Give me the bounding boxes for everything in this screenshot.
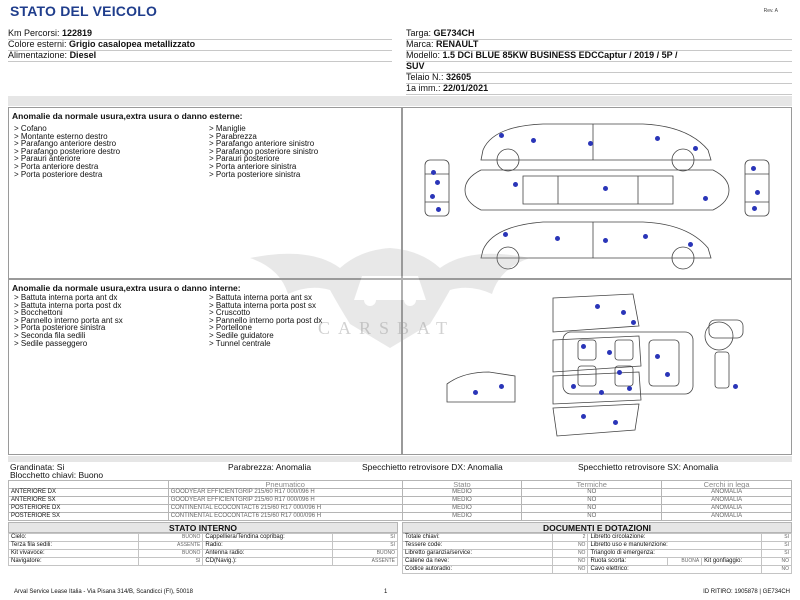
column-header: Pneumatico bbox=[168, 481, 402, 489]
table-row bbox=[403, 558, 792, 566]
field-value: NO bbox=[552, 558, 588, 566]
list-item: > Cofano bbox=[14, 124, 47, 133]
damage-marker bbox=[655, 354, 660, 359]
damage-marker bbox=[607, 350, 612, 355]
damage-marker bbox=[436, 207, 441, 212]
list-item: > Parauri posteriore bbox=[209, 154, 280, 164]
table-row bbox=[9, 542, 398, 550]
list-item: > Tunnel centrale bbox=[209, 338, 271, 348]
list-item: > Porta posteriore sinistra bbox=[209, 169, 301, 179]
damage-marker bbox=[688, 242, 693, 247]
tyre-position: ANTERIORE DX bbox=[9, 489, 169, 497]
field-label: Navigatore: bbox=[9, 558, 139, 566]
field-label: CD(Navig.): bbox=[203, 558, 333, 566]
column-header: Cerchi in lega bbox=[662, 481, 792, 489]
table-row bbox=[403, 550, 792, 558]
field-value: SI bbox=[138, 558, 203, 566]
list-item: > Pannello interno porta post dx bbox=[209, 315, 323, 325]
damage-marker bbox=[595, 304, 600, 309]
modello-value: 1.5 DCi BLUE 85KW BUSINESS EDCCaptur / 2019 / 5P / bbox=[442, 50, 678, 60]
footer-page-number: 1 bbox=[384, 589, 388, 595]
damage-marker bbox=[627, 386, 632, 391]
tyre-cerchi: ANOMALIA bbox=[662, 505, 792, 513]
marca-label: Marca: bbox=[406, 39, 434, 49]
tyre-cerchi: ANOMALIA bbox=[662, 497, 792, 505]
field-value: NO bbox=[762, 558, 792, 566]
field-value: BUONO bbox=[138, 534, 203, 542]
damage-marker bbox=[435, 180, 440, 185]
field-value: BUONO bbox=[138, 550, 203, 558]
colore-label: Colore esterni: bbox=[8, 39, 67, 49]
tyre-stato: MEDIO bbox=[402, 513, 522, 521]
specchio-sx-text: Specchietto retrovisore SX: Anomalia bbox=[578, 462, 719, 472]
damage-marker bbox=[581, 414, 586, 419]
damage-marker bbox=[599, 390, 604, 395]
tyre-termiche: NO bbox=[522, 497, 662, 505]
table-row bbox=[9, 534, 398, 542]
list-item: > Battuta interna porta ant dx bbox=[14, 293, 118, 302]
targa-value: GE734CH bbox=[433, 28, 475, 38]
damage-marker bbox=[603, 186, 608, 191]
damage-marker bbox=[431, 170, 436, 175]
list-item: > Parabrezza bbox=[209, 131, 257, 141]
field-value: BUONA bbox=[668, 558, 702, 566]
list-item: > Sedile guidatore bbox=[209, 330, 274, 340]
column-header: Stato bbox=[402, 481, 522, 489]
field-label: Cappelliera/Tendina copribag: bbox=[203, 534, 333, 542]
table-row bbox=[9, 497, 792, 505]
damage-marker bbox=[571, 384, 576, 389]
tyre-stato: MEDIO bbox=[402, 505, 522, 513]
list-item: > Battuta interna porta post sx bbox=[209, 300, 316, 310]
list-item: > Parafango anteriore sinistro bbox=[209, 139, 315, 149]
page-title: STATO DEL VEICOLO bbox=[10, 3, 158, 19]
damage-marker bbox=[555, 236, 560, 241]
immatricolazione-label: 1a imm.: bbox=[406, 83, 441, 93]
field-value: BUONO bbox=[333, 550, 398, 558]
parabrezza-text: Parabrezza: Anomalia bbox=[228, 462, 312, 472]
alimentazione-row bbox=[8, 50, 392, 62]
field-value: ASSENTE bbox=[138, 542, 203, 550]
list-item: > Seconda fila sedili bbox=[14, 330, 86, 340]
tyre-stato: MEDIO bbox=[402, 497, 522, 505]
list-item: > Parafango posteriore sinistro bbox=[209, 146, 319, 156]
damage-marker bbox=[751, 166, 756, 171]
damage-marker bbox=[617, 370, 622, 375]
column-header: Termiche bbox=[522, 481, 662, 489]
field-label: Libretto uso e manutenzione: bbox=[588, 542, 762, 550]
list-item: > Battuta interna porta ant sx bbox=[209, 293, 312, 302]
list-item: > Parafango posteriore destro bbox=[14, 146, 121, 156]
marca-value: RENAULT bbox=[436, 39, 479, 49]
tyre-position: POSTERIORE DX bbox=[9, 505, 169, 513]
damage-marker bbox=[499, 384, 504, 389]
damage-marker bbox=[513, 182, 518, 187]
damage-marker bbox=[631, 320, 636, 325]
immatricolazione-value: 22/01/2021 bbox=[443, 83, 489, 93]
damage-marker bbox=[733, 384, 738, 389]
damage-marker bbox=[621, 310, 626, 315]
tyre-model: GOODYEAR EFFICIENTGRIP 215/60 R17 000/096 H bbox=[168, 489, 402, 497]
targa-label: Targa: bbox=[406, 28, 432, 38]
km-value: 122819 bbox=[62, 28, 93, 38]
field-label: Tessere code: bbox=[403, 542, 553, 550]
list-item: > Montante esterno destro bbox=[14, 131, 108, 141]
footer-id: ID RITIRO: 1905878 | GE734CH bbox=[703, 589, 790, 595]
table-row bbox=[403, 534, 792, 542]
list-item: > Porta anteriore destra bbox=[14, 161, 99, 171]
damage-marker bbox=[588, 141, 593, 146]
field-value: SI bbox=[762, 534, 792, 542]
tyre-termiche: NO bbox=[522, 489, 662, 497]
list-item: > Cruscotto bbox=[209, 308, 251, 318]
field-label: Kit gonfiaggio: bbox=[702, 558, 762, 566]
damage-marker bbox=[430, 194, 435, 199]
field-value: SI bbox=[762, 542, 792, 550]
list-item: > Maniglie bbox=[209, 124, 246, 133]
field-label: Codice autoradio: bbox=[403, 566, 553, 574]
field-value: NO bbox=[552, 566, 588, 574]
tyre-model: CONTINENTAL ECOCONTACT6 215/60 R17 000/096 H bbox=[168, 505, 402, 513]
list-item: > Battuta interna porta post dx bbox=[14, 300, 122, 310]
tyre-position: POSTERIORE SX bbox=[9, 513, 169, 521]
interior-title: Anomalie da normale usura,extra usura o danno interne: bbox=[12, 283, 241, 293]
field-label: Cavo elettrico: bbox=[588, 566, 762, 574]
field-label: Totale chiavi: bbox=[403, 534, 553, 542]
blocchetto-text: Blocchetto chiavi: Buono bbox=[10, 470, 104, 480]
list-item: > Parauri anteriore bbox=[14, 154, 81, 164]
column-header bbox=[9, 481, 169, 489]
list-item: > Porta anteriore sinistra bbox=[209, 161, 297, 171]
telaio-value: 32605 bbox=[446, 72, 472, 82]
field-value: NO bbox=[552, 550, 588, 558]
tyre-cerchi: ANOMALIA bbox=[662, 489, 792, 497]
table-row bbox=[9, 513, 792, 521]
list-item: > Bocchettoni bbox=[14, 308, 63, 318]
field-label: Radio: bbox=[203, 542, 333, 550]
list-item: > Porta posteriore sinistra bbox=[14, 323, 106, 333]
exterior-col1 bbox=[14, 125, 120, 178]
field-value: NO bbox=[762, 566, 792, 574]
immatricolazione-row bbox=[406, 83, 792, 95]
field-value: NO bbox=[552, 542, 588, 550]
alimentazione-label: Alimentazione: bbox=[8, 50, 68, 60]
alimentazione-value: Diesel bbox=[69, 50, 97, 60]
km-label: Km Percorsi: bbox=[8, 28, 60, 38]
tyre-termiche: NO bbox=[522, 513, 662, 521]
colore-value: Grigio casalopea metallizzato bbox=[69, 39, 196, 49]
field-label: Terza fila sedili: bbox=[9, 542, 139, 550]
telaio-label: Telaio N.: bbox=[406, 72, 444, 82]
field-value: SI bbox=[333, 534, 398, 542]
field-label: Catene da neve: bbox=[403, 558, 553, 566]
separator-band bbox=[8, 96, 792, 106]
specchio-dx-text: Specchietto retrovisore DX: Anomalia bbox=[362, 462, 503, 472]
footer-address: Arval Service Lease Italia - Via Pisana 314/B, Scandicci (FI), 50018 bbox=[14, 589, 193, 595]
damage-marker bbox=[643, 234, 648, 239]
list-item: > Porta posteriore destra bbox=[14, 169, 103, 179]
damage-marker bbox=[603, 238, 608, 243]
field-value: SI bbox=[333, 542, 398, 550]
list-item: > Sedile passeggero bbox=[14, 338, 88, 348]
damage-marker bbox=[755, 190, 760, 195]
documenti-table bbox=[402, 533, 792, 574]
documenti-title: DOCUMENTI E DOTAZIONI bbox=[402, 522, 792, 533]
field-value: SI bbox=[762, 550, 792, 558]
field-label: Ruota scorta: bbox=[588, 558, 668, 566]
tyre-model: GOODYEAR EFFICIENTGRIP 215/60 R17 000/096 H bbox=[168, 497, 402, 505]
field-label: Triangolo di emergenza: bbox=[588, 550, 762, 558]
damage-marker bbox=[752, 206, 757, 211]
tyre-stato: MEDIO bbox=[402, 489, 522, 497]
field-value: 2 bbox=[552, 534, 588, 542]
interior-col1 bbox=[14, 294, 123, 347]
table-row bbox=[403, 542, 792, 550]
stato-interno-table bbox=[8, 533, 398, 566]
table-row bbox=[9, 558, 398, 566]
tyre-model: CONTINENTAL ECOCONTACT6 215/60 R17 000/096 H bbox=[168, 513, 402, 521]
table-header-row bbox=[9, 481, 792, 489]
grandinata-text: Grandinata: Si bbox=[10, 462, 65, 472]
field-label: Libretto circolazione: bbox=[588, 534, 762, 542]
damage-marker bbox=[613, 420, 618, 425]
field-value: ASSENTE bbox=[333, 558, 398, 566]
revision-label: Rev. A bbox=[763, 8, 778, 14]
table-row bbox=[9, 505, 792, 513]
damage-marker bbox=[581, 344, 586, 349]
list-item: > Portellone bbox=[209, 323, 252, 333]
list-item: > Parafango anteriore destro bbox=[14, 139, 117, 149]
list-item: > Pannello interno porta ant sx bbox=[14, 315, 123, 325]
field-label: Kit vivavoce: bbox=[9, 550, 139, 558]
tyre-termiche: NO bbox=[522, 505, 662, 513]
damage-marker bbox=[531, 138, 536, 143]
field-label: Antenna radio: bbox=[203, 550, 333, 558]
modello-label: Modello: bbox=[406, 50, 441, 60]
tyres-table bbox=[8, 480, 792, 521]
exterior-col2 bbox=[209, 125, 318, 178]
watermark-text: CARSBAT bbox=[318, 318, 456, 338]
tyre-cerchi: ANOMALIA bbox=[662, 513, 792, 521]
field-label: Cielo: bbox=[9, 534, 139, 542]
table-row bbox=[403, 566, 792, 574]
table-row bbox=[9, 550, 398, 558]
stato-interno-title: STATO INTERNO bbox=[8, 522, 398, 533]
modello-value-2: SUV bbox=[406, 61, 425, 71]
damage-marker bbox=[655, 136, 660, 141]
damage-marker bbox=[693, 146, 698, 151]
tyre-position: ANTERIORE SX bbox=[9, 497, 169, 505]
exterior-title: Anomalie da normale usura,extra usura o danno esterne: bbox=[12, 111, 243, 121]
field-label: Libretto garanzia/service: bbox=[403, 550, 553, 558]
table-row bbox=[9, 489, 792, 497]
damage-marker bbox=[665, 372, 670, 377]
damage-marker bbox=[703, 196, 708, 201]
damage-marker bbox=[499, 133, 504, 138]
damage-marker bbox=[473, 390, 478, 395]
